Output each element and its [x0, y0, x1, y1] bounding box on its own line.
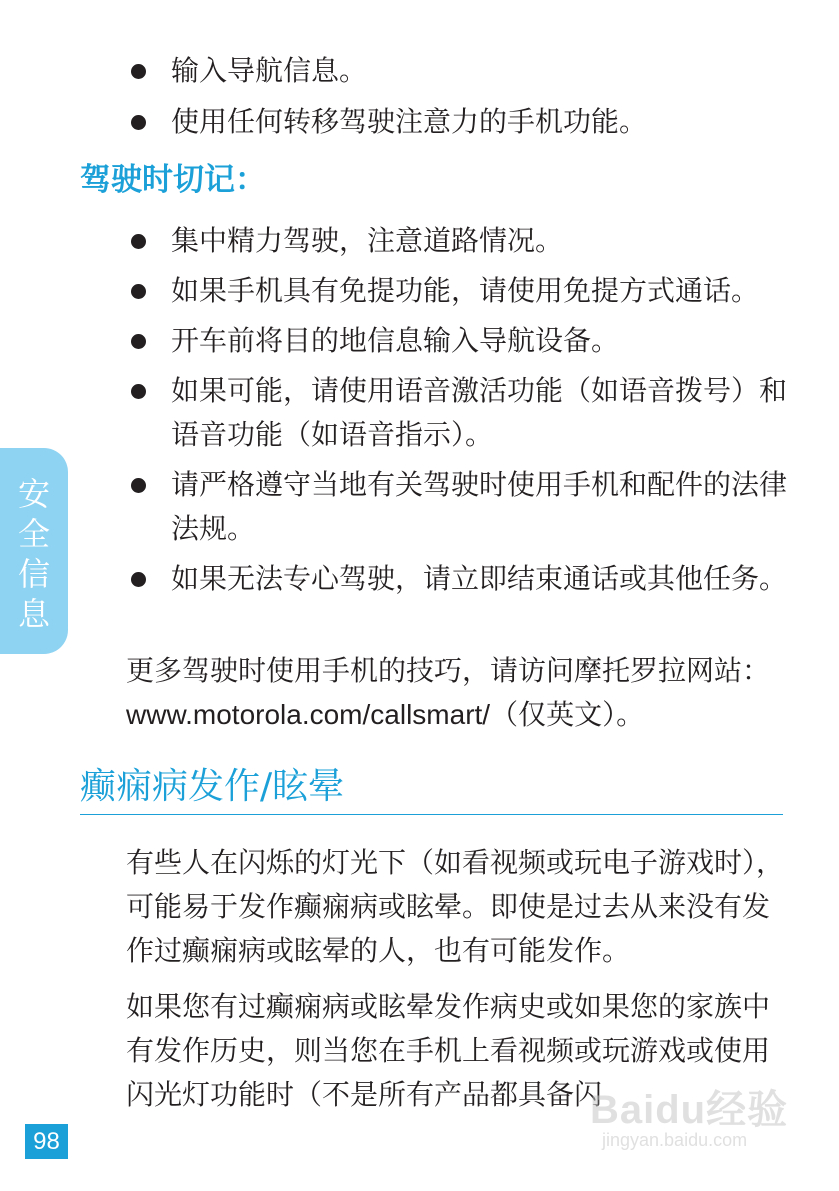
list-item [0, 557, 839, 601]
section-side-tab [0, 448, 68, 654]
list-item [0, 319, 839, 363]
watermark-logo: Baidu经验 [590, 1088, 789, 1132]
list-item [0, 269, 839, 313]
list-item [0, 369, 839, 457]
tips-prefix: 更多驾驶时使用手机的技巧，请访问摩托罗拉网站： [126, 654, 771, 687]
driving-tips-subheading: 驾驶时切记： [80, 162, 266, 198]
bullet-dot-icon [131, 478, 146, 493]
section-heading: 癫痫病发作/眩晕 [80, 766, 345, 807]
bullet-dot-icon [131, 284, 146, 299]
bullet-dot-icon [131, 572, 146, 587]
heading-divider [80, 814, 783, 815]
list-item [0, 463, 839, 551]
list-item [0, 219, 839, 263]
list-item-text: 如果无法专心驾驶，请立即结束通话或其他任务。 [171, 562, 788, 595]
bullet-dot-icon [131, 334, 146, 349]
list-item-text: 集中精力驾驶，注意道路情况。 [171, 224, 564, 257]
motorola-link[interactable]: www.motorola.com/callsmart/ [126, 699, 491, 730]
list-item-text: 输入导航信息。 [171, 54, 368, 87]
tips-suffix: （仅英文）。 [490, 698, 645, 731]
bullet-list-top [0, 49, 839, 151]
body-paragraph: 有些人在闪烁的灯光下（如看视频或玩电子游戏时），可能易于发作癫痫病或眩晕。即使是过去从来没有发作过癫痫病或眩晕的人，也有可能发作。 [126, 846, 785, 967]
watermark-url: jingyan.baidu.com [602, 1130, 748, 1150]
list-item-text: 使用任何转移驾驶注意力的手机功能。 [171, 105, 648, 138]
tips-paragraph [126, 649, 789, 737]
bullet-dot-icon [131, 64, 146, 79]
bullet-dot-icon [131, 384, 146, 399]
list-item [0, 49, 839, 93]
bullet-dot-icon [131, 115, 146, 130]
list-item-text: 请严格遵守当地有关驾驶时使用手机和配件的法律法规。 [171, 468, 788, 545]
side-tab-label: 安全信息 [17, 475, 50, 633]
bullet-dot-icon [131, 234, 146, 249]
list-item [0, 100, 839, 144]
list-item-text: 如果手机具有免提功能，请使用免提方式通话。 [171, 274, 760, 307]
list-item-text: 开车前将目的地信息输入导航设备。 [171, 324, 620, 357]
page-number: 98 [25, 1124, 68, 1159]
bullet-list-driving [0, 219, 839, 607]
baidu-watermark [590, 1078, 790, 1158]
list-item-text: 如果可能，请使用语音激活功能（如语音拨号）和语音功能（如语音指示）。 [171, 374, 788, 451]
body-paragraph: 如果您有过癫痫病或眩晕发作病史或如果您的家族中有发作历史，则当您在手机上看视频或玩游戏或使用闪光灯功能时（不是所有产品都具备闪 [126, 990, 771, 1111]
